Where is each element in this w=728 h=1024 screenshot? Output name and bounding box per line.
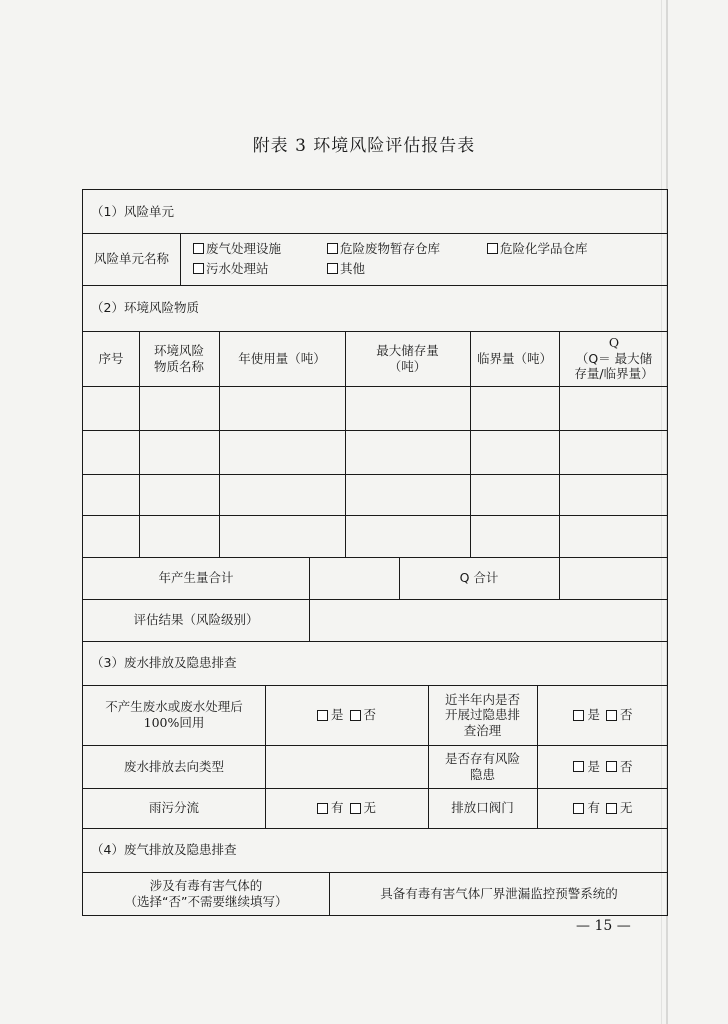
checkbox-icon[interactable] (573, 710, 584, 721)
section-heading-exhaust: （4）废气排放及隐患排查 (91, 842, 237, 858)
checkbox-icon[interactable] (317, 803, 328, 814)
hazard-label: 是否存有风险 隐患 (444, 750, 520, 782)
checkbox-icon[interactable] (606, 803, 617, 814)
checkbox-icon[interactable] (573, 761, 584, 772)
page-number: — 15 — (576, 918, 631, 934)
checkbox-icon[interactable] (573, 803, 584, 814)
checkbox-icon[interactable] (606, 761, 617, 772)
risk-unit-name-label: 风险单元名称 (93, 251, 169, 267)
annual-total-label: 年产生量合计 (158, 570, 234, 586)
rain-sewage-choice[interactable]: 有 无 (265, 788, 428, 828)
no-wastewater-choice[interactable]: 是 否 (265, 685, 428, 745)
option-other[interactable]: 其他 (327, 259, 365, 279)
toxic-gas-label: 涉及有毒有害气体的 （选择“否”不需要继续填写） (124, 877, 288, 909)
inspection-label: 近半年内是否 开展过隐患排 查治理 (444, 691, 520, 738)
header-annual-usage: 年使用量（吨） (238, 350, 326, 366)
option-hazardous-chemical-warehouse[interactable]: 危险化学品仓库 (487, 239, 588, 259)
checkbox-icon[interactable] (327, 263, 338, 274)
page-title: 附表 3 环境风险评估报告表 (252, 136, 476, 156)
assessment-result-label: 评估结果（风险级别） (133, 612, 259, 628)
outlet-valve-label: 排放口阀门 (451, 800, 514, 816)
discharge-type-label: 废水排放去向类型 (123, 758, 224, 774)
option-hazardous-waste-storage[interactable]: 危险废物暂存仓库 (327, 239, 440, 259)
risk-assessment-form (82, 189, 668, 916)
option-sewage-plant[interactable]: 污水处理站 (193, 259, 269, 279)
hazard-choice[interactable]: 是 否 (537, 745, 669, 788)
checkbox-icon[interactable] (350, 803, 361, 814)
header-substance-name: 环境风险 物质名称 (153, 342, 204, 374)
checkbox-icon[interactable] (317, 710, 328, 721)
rain-sewage-label: 雨污分流 (148, 800, 199, 816)
outlet-valve-choice[interactable]: 有 无 (537, 788, 669, 828)
section-heading-risk-unit: （1）风险单元 (91, 203, 174, 219)
header-max-storage: 最大储存量 （吨） (376, 342, 439, 374)
checkbox-icon[interactable] (193, 243, 204, 254)
checkbox-icon[interactable] (606, 710, 617, 721)
checkbox-icon[interactable] (193, 263, 204, 274)
section-heading-wastewater: （3）废水排放及隐患排查 (91, 655, 237, 671)
checkbox-icon[interactable] (487, 243, 498, 254)
inspection-choice[interactable]: 是 否 (537, 685, 669, 745)
checkbox-icon[interactable] (350, 710, 361, 721)
header-critical-quantity: 临界量（吨） (476, 350, 552, 366)
header-q-value: Q （Q＝ 最大储 存量/临界量） (574, 335, 654, 382)
no-wastewater-label: 不产生废水或废水处理后 100%回用 (105, 699, 243, 730)
monitoring-system-label: 具备有毒有害气体厂界泄漏监控预警系统的 (380, 885, 618, 901)
option-exhaust-treatment[interactable]: 废气处理设施 (193, 239, 281, 259)
q-total-label: Q 合计 (459, 570, 499, 586)
header-serial-no: 序号 (98, 350, 124, 366)
section-heading-risk-substances: （2）环境风险物质 (91, 300, 199, 316)
checkbox-icon[interactable] (327, 243, 338, 254)
